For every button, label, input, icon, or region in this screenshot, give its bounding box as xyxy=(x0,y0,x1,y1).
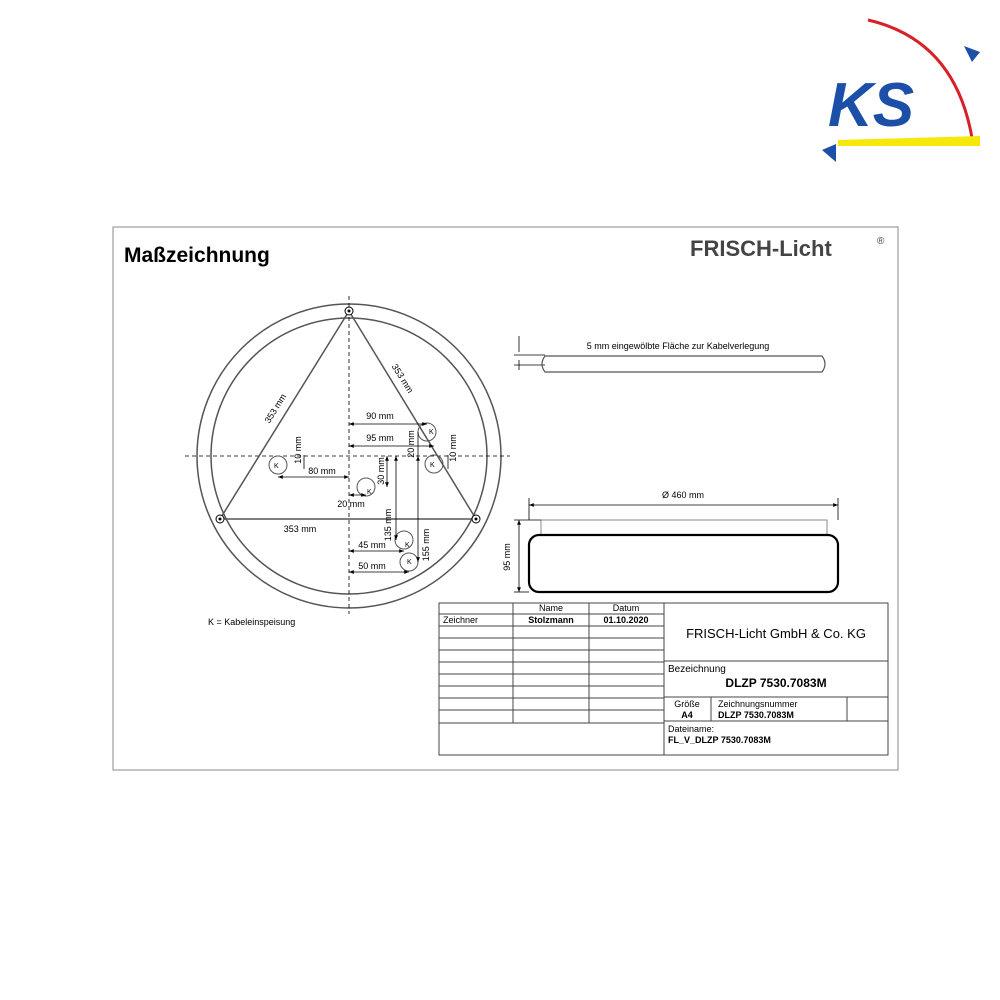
dim-30: 30 mm xyxy=(376,457,386,485)
dim-10-left: 10 mm xyxy=(293,436,303,464)
dim-95: 95 mm xyxy=(366,433,394,443)
size-label: Größe xyxy=(674,699,700,709)
dim-height: 95 mm xyxy=(502,543,512,571)
col-name: Name xyxy=(538,603,564,613)
drawing-date: 01.10.2020 xyxy=(603,615,649,625)
logo-text: KS xyxy=(828,71,915,140)
logo-arrow-bottom xyxy=(822,144,836,162)
svg-text:K: K xyxy=(367,489,372,496)
dim-left-side: 353 mm xyxy=(262,391,289,425)
sheet-title: Maßzeichnung xyxy=(124,244,270,267)
dim-155: 155 mm xyxy=(421,528,431,562)
ks-logo xyxy=(822,20,980,162)
drawing-number-value: DLZP 7530.7083M xyxy=(718,710,794,720)
designation-label: Bezeichnung xyxy=(668,664,726,675)
k-legend: K = Kabeleinspeisung xyxy=(208,617,296,627)
logo-arrow-top xyxy=(964,46,980,62)
dim-right-side: 353 mm xyxy=(389,361,416,395)
drawer-name: Stolzmann xyxy=(528,615,574,625)
svg-text:K: K xyxy=(405,542,410,549)
brand-mark: ® xyxy=(877,236,885,247)
col-date: Datum xyxy=(612,603,640,613)
svg-text:K: K xyxy=(430,462,435,469)
side-view-body xyxy=(502,490,838,592)
dim-135: 135 mm xyxy=(383,508,393,542)
drawing-number-label: Zeichnungsnummer xyxy=(718,699,798,709)
dim-45: 45 mm xyxy=(358,540,386,550)
svg-text:K: K xyxy=(429,429,434,436)
body-profile xyxy=(529,535,838,592)
dim-base: 353 mm xyxy=(283,524,317,534)
row-label: Zeichner xyxy=(443,615,479,625)
svg-text:K: K xyxy=(274,463,279,470)
brand-name: FRISCH-Licht xyxy=(690,236,832,261)
dim-50: 50 mm xyxy=(358,561,386,571)
company-name: FRISCH-Licht GmbH & Co. KG xyxy=(686,626,866,641)
designation-value: DLZP 7530.7083M xyxy=(725,676,827,690)
dim-20h: 20 mm xyxy=(337,499,365,509)
dim-10-right: 10 mm xyxy=(448,434,458,462)
file-name-label: Dateiname: xyxy=(668,724,715,734)
svg-text:K: K xyxy=(407,559,412,566)
size-value: A4 xyxy=(681,710,693,720)
dim-20-vertical: 20 mm xyxy=(406,430,416,458)
recess-note: 5 mm eingewölbte Fläche zur Kabelverlegung xyxy=(586,341,770,351)
dim-80: 80 mm xyxy=(308,466,336,476)
file-name-value: FL_V_DLZP 7530.7083M xyxy=(668,735,771,745)
dim-diameter: Ø 460 mm xyxy=(661,490,705,500)
dim-90: 90 mm xyxy=(366,411,394,421)
